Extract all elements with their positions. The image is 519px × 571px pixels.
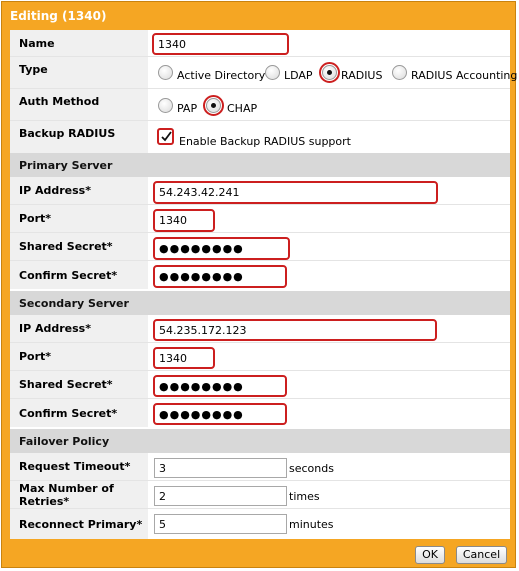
request-timeout-input[interactable]: [154, 458, 287, 478]
primary-ip-label: IP Address*: [10, 177, 148, 204]
primary-shared-secret-input[interactable]: [153, 237, 290, 260]
max-retries-row: [10, 481, 510, 509]
dialog-title: Editing (1340): [10, 9, 107, 23]
name-label: Name: [10, 30, 148, 56]
primary-port-label: Port*: [10, 205, 148, 232]
request-timeout-row: [10, 453, 510, 481]
secondary-secret-label: Shared Secret*: [10, 371, 148, 398]
failover-policy-header: Failover Policy: [10, 429, 510, 453]
reconnect-primary-unit: minutes: [289, 518, 334, 531]
secondary-ip-label: IP Address*: [10, 315, 148, 342]
secondary-ip-row: [10, 315, 510, 343]
max-retries-input[interactable]: [154, 486, 287, 506]
primary-server-header: Primary Server: [10, 153, 510, 177]
cancel-button[interactable]: Cancel: [456, 546, 507, 564]
type-row: [10, 57, 518, 89]
secondary-confirm-row: [10, 399, 510, 427]
type-option-radius[interactable]: RADIUS: [341, 69, 383, 82]
secondary-port-label: Port*: [10, 343, 148, 370]
secondary-port-input[interactable]: [153, 347, 215, 369]
secondary-secret-row: [10, 371, 510, 399]
primary-confirm-row: [10, 261, 510, 289]
primary-port-row: [10, 205, 510, 233]
max-retries-unit: times: [289, 490, 320, 503]
type-radio-active-directory[interactable]: [158, 65, 173, 80]
type-option-radius-accounting[interactable]: RADIUS Accounting: [411, 69, 518, 82]
secondary-shared-secret-input[interactable]: [153, 375, 287, 397]
primary-confirm-label: Confirm Secret*: [10, 261, 148, 289]
type-option-active-directory[interactable]: Active Directory: [177, 69, 266, 82]
auth-option-pap[interactable]: PAP: [177, 102, 198, 115]
secondary-confirm-label: Confirm Secret*: [10, 399, 148, 427]
ok-button[interactable]: OK: [415, 546, 445, 564]
auth-method-row: [10, 89, 510, 121]
request-timeout-unit: seconds: [289, 462, 334, 475]
auth-method-label: Auth Method: [10, 89, 148, 120]
auth-radio-chap[interactable]: [206, 98, 221, 113]
name-input[interactable]: [152, 33, 289, 55]
primary-secret-label: Shared Secret*: [10, 233, 148, 260]
primary-ip-input[interactable]: [153, 181, 438, 204]
type-radio-radius-accounting[interactable]: [392, 65, 407, 80]
backup-radius-checkbox-label[interactable]: Enable Backup RADIUS support: [179, 135, 351, 148]
primary-ip-row: [10, 177, 510, 205]
backup-radius-label: Backup RADIUS: [10, 121, 148, 153]
backup-radius-row: [10, 121, 510, 153]
secondary-server-header: Secondary Server: [10, 291, 510, 315]
reconnect-primary-row: [10, 509, 510, 539]
secondary-port-row: [10, 343, 510, 371]
secondary-confirm-secret-input[interactable]: [153, 403, 287, 425]
type-radio-ldap[interactable]: [265, 65, 280, 80]
type-option-ldap[interactable]: LDAP: [284, 69, 313, 82]
request-timeout-label: Request Timeout*: [10, 453, 148, 480]
auth-option-chap[interactable]: CHAP: [227, 102, 258, 115]
name-row: [10, 30, 510, 57]
dialog-content: [10, 30, 518, 539]
reconnect-primary-label: Reconnect Primary*: [10, 509, 148, 539]
primary-secret-row: [10, 233, 510, 261]
secondary-ip-input[interactable]: [153, 319, 437, 341]
reconnect-primary-input[interactable]: [154, 514, 287, 534]
primary-confirm-secret-input[interactable]: [153, 265, 287, 288]
max-retries-label: Max Number of Retries*: [10, 481, 148, 508]
checkmark-icon: [160, 130, 173, 143]
backup-radius-checkbox[interactable]: [157, 128, 174, 145]
type-radio-radius[interactable]: [322, 65, 337, 80]
auth-radio-pap[interactable]: [158, 98, 173, 113]
type-label: Type: [10, 57, 148, 88]
primary-port-input[interactable]: [153, 209, 215, 232]
edit-dialog: [1, 1, 516, 568]
